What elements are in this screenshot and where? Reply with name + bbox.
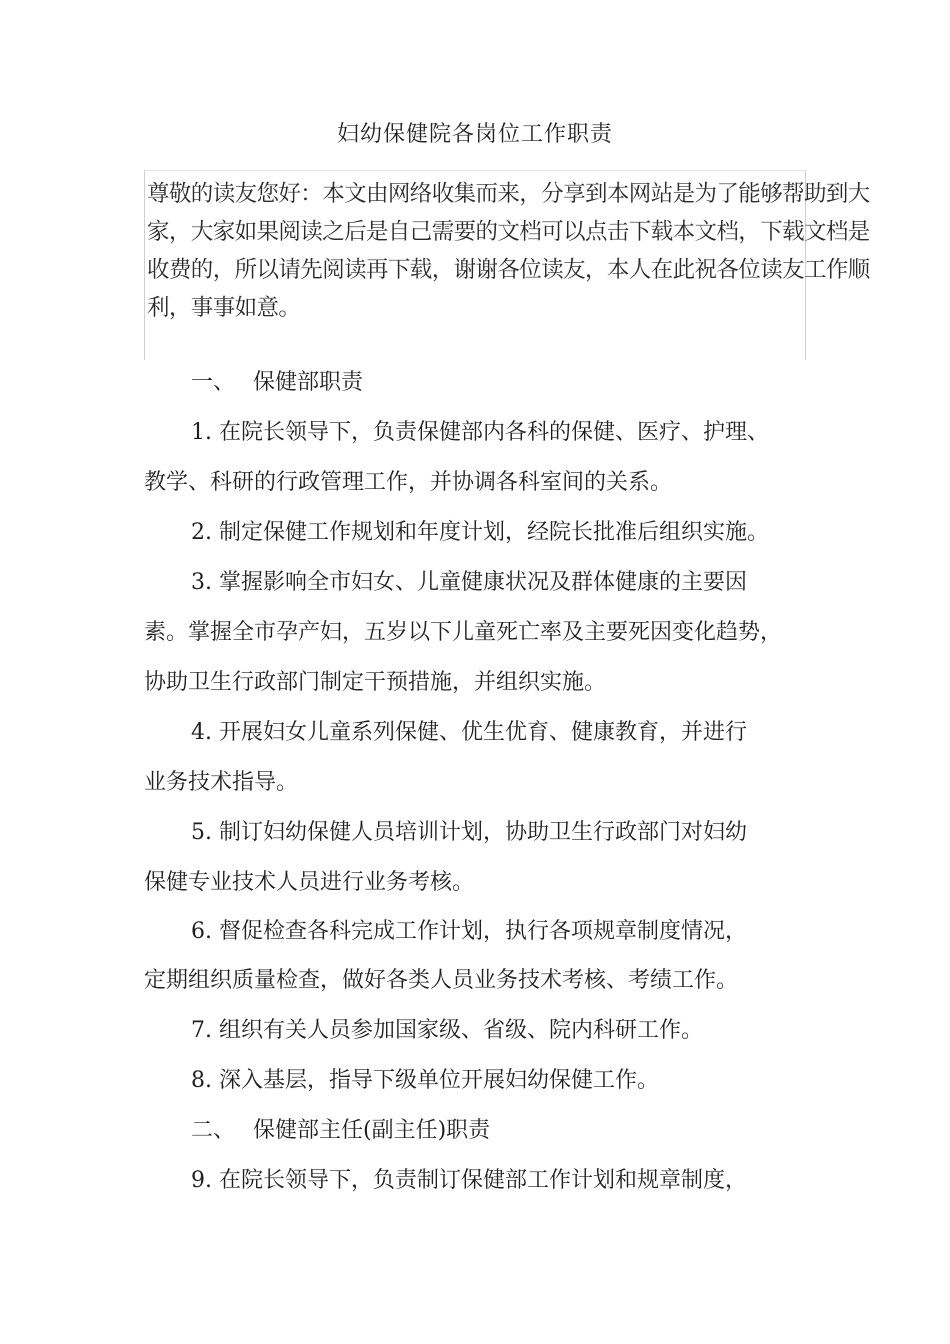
paragraph-line: 定期组织质量检查，做好各类人员业务技术考核、考绩工作。	[144, 968, 739, 993]
paragraph-line: 4. 开展妇女儿童系列保健、优生优育、健康教育，并进行	[191, 720, 747, 745]
paragraph-line: 7. 组织有关人员参加国家级、省级、院内科研工作。	[191, 1018, 703, 1043]
paragraph-line: 1. 在院长领导下，负责保健部内各科的保健、医疗、护理、	[191, 420, 769, 445]
paragraph-line: 业务技术指导。	[144, 770, 299, 795]
paragraph-line: 5. 制订妇幼保健人员培训计划，协助卫生行政部门对妇幼	[191, 820, 747, 845]
section-title: 保健部主任(副主任)职责	[253, 1118, 491, 1143]
document-title: 妇幼保健院各岗位工作职责	[336, 122, 613, 147]
section-heading-2	[191, 1116, 490, 1146]
section-number: 一、	[191, 370, 236, 395]
notice-line: 尊敬的读友您好：本文由网络收集而来，分享到本网站是为了能够帮助到大	[147, 181, 870, 207]
paragraph-line: 协助卫生行政部门制定干预措施，并组织实施。	[144, 670, 607, 695]
paragraph-line: 2. 制定保健工作规划和年度计划，经院长批准后组织实施。	[191, 520, 769, 545]
section-heading-1	[191, 368, 363, 398]
paragraph-line: 3. 掌握影响全市妇女、儿童健康状况及群体健康的主要因	[191, 570, 747, 595]
section-number: 二、	[191, 1118, 236, 1143]
section-title: 保健部职责	[253, 370, 364, 395]
paragraph-line: 教学、科研的行政管理工作，并协调各科室间的关系。	[144, 470, 673, 495]
reader-notice-box	[144, 170, 870, 360]
paragraph-line: 9. 在院长领导下，负责制订保健部工作计划和规章制度，	[191, 1168, 747, 1193]
notice-line: 收费的，所以请先阅读再下载，谢谢各位读友，本人在此祝各位读友工作顺	[147, 257, 870, 283]
notice-line: 家，大家如果阅读之后是自己需要的文档可以点击下载本文档，下载文档是	[147, 219, 870, 245]
notice-line: 利，事事如意。	[147, 295, 301, 321]
paragraph-line: 8. 深入基层，指导下级单位开展妇幼保健工作。	[191, 1068, 659, 1093]
paragraph-line: 6. 督促检查各科完成工作计划，执行各项规章制度情况，	[191, 919, 747, 944]
paragraph-line: 素。掌握全市孕产妇，五岁以下儿童死亡率及主要死因变化趋势，	[144, 620, 783, 645]
paragraph-line: 保健专业技术人员进行业务考核。	[144, 870, 475, 895]
